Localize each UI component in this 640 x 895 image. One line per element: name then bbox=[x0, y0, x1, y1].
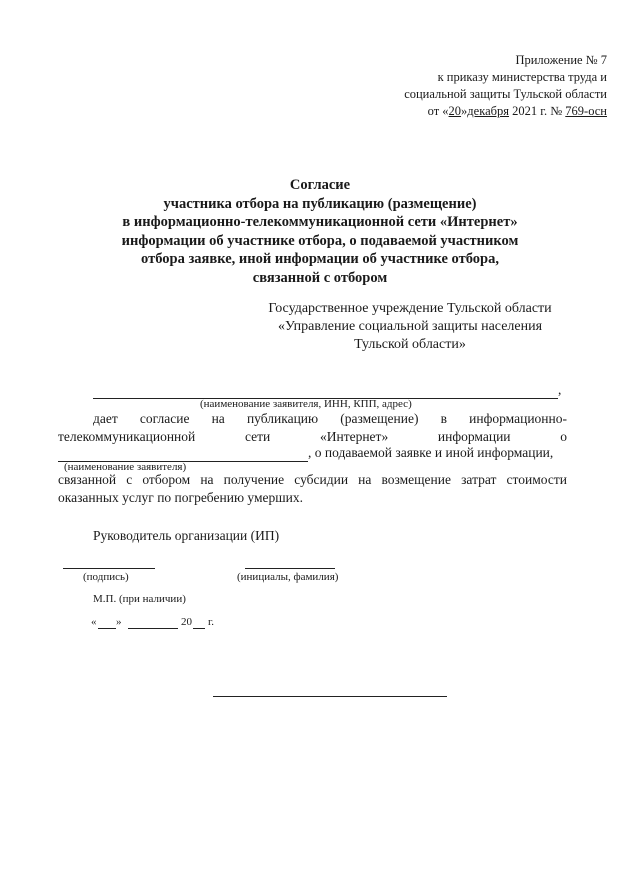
document-subtitle-line: в информационно-телекоммуникационной сети «Интернет» bbox=[122, 214, 518, 230]
appendix-number: Приложение № 7 bbox=[515, 53, 607, 67]
consent-line-3: , о подаваемой заявке и иной информации, bbox=[308, 445, 554, 460]
recipient-line: Тульской области» bbox=[354, 337, 466, 352]
date-close-quote: » bbox=[116, 616, 122, 628]
consent-line-1: дает согласие на публикацию (размещение) в информационно- bbox=[93, 411, 567, 426]
document-title: Согласие bbox=[289, 177, 351, 193]
signature-blank-line bbox=[63, 568, 155, 569]
date-century: 20 bbox=[181, 616, 192, 628]
name-blank-line bbox=[245, 568, 335, 569]
document-subtitle-line: связанной с отбором bbox=[252, 269, 388, 286]
recipient-line: Государственное учреждение Тульской области bbox=[268, 301, 552, 316]
signature-caption: (подпись) bbox=[83, 571, 129, 583]
ministry-name: социальной защиты Тульской области bbox=[404, 87, 607, 101]
recipient-line: «Управление социальной защиты населения bbox=[277, 319, 543, 334]
closing-separator bbox=[213, 696, 447, 697]
consent-line-2: телекоммуникационной сети «Интернет» информации о bbox=[58, 429, 567, 444]
date-month-blank bbox=[128, 628, 178, 629]
stamp-label: М.П. (при наличии) bbox=[93, 593, 186, 605]
consent-line-4: связанной с отбором на получение субсидии на возмещение затрат стоимости bbox=[58, 472, 567, 487]
order-date-line: от «20»декабря 2021 г. № 769-осн bbox=[427, 104, 607, 118]
document-subtitle-line: информации об участнике отбора, о подаваемой участником bbox=[121, 232, 519, 249]
name-caption: (инициалы, фамилия) bbox=[237, 571, 339, 583]
order-day: 20 bbox=[448, 104, 462, 118]
applicant-comma: , bbox=[558, 382, 562, 397]
consent-line-5: оказанных услуг по погребению умерших. bbox=[58, 490, 304, 505]
document-subtitle-line: отбора заявке, иной информации об участнике отбора, bbox=[141, 251, 499, 267]
document-subtitle-line: участника отбора на публикацию (размещение) bbox=[163, 195, 477, 212]
applicant-caption: (наименование заявителя, ИНН, КПП, адрес) bbox=[200, 398, 412, 410]
date-open-quote: « bbox=[91, 616, 97, 628]
date-year-blank bbox=[193, 628, 205, 629]
order-number: 769-осн bbox=[565, 104, 607, 118]
order-month: декабря bbox=[467, 104, 509, 118]
date-day-blank bbox=[98, 628, 116, 629]
order-reference: к приказу министерства труда и bbox=[437, 70, 607, 84]
date-year-suffix: г. bbox=[208, 616, 215, 628]
head-of-organization-label: Руководитель организации (ИП) bbox=[93, 528, 280, 543]
applicant-name-caption: (наименование заявителя) bbox=[64, 461, 187, 473]
